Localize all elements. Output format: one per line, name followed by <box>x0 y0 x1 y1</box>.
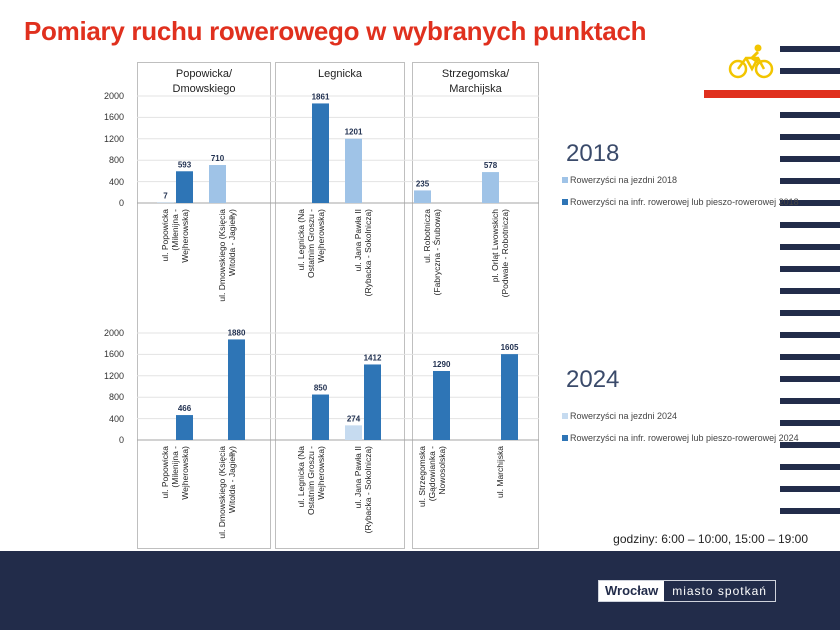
category-label: Ostatnim Groszu - <box>306 446 316 515</box>
category-label: Nowosolska) <box>437 446 447 495</box>
category-label: ul. Dmowskiego (Księcia <box>217 209 227 302</box>
legend-swatch <box>562 177 568 183</box>
bar-infra <box>312 395 329 440</box>
bar-infra <box>176 415 193 440</box>
panel-title-line2: Dmowskiego <box>172 83 236 95</box>
category-label: (Milenijna - <box>170 209 180 251</box>
bar-infra <box>364 364 381 440</box>
legend-label: Rowerzyści na infr. rowerowej lub pieszo-rowerowej 2018 <box>570 197 799 207</box>
bar-infra <box>501 354 518 440</box>
category-label: Witolda - Jagiełły) <box>227 446 237 514</box>
bar-jezdnia <box>482 172 499 203</box>
legend-swatch <box>562 199 568 205</box>
data-label: 850 <box>313 383 328 393</box>
legend-item-jezdnia-2018 <box>562 174 800 186</box>
y-tick-label: 800 <box>108 155 124 166</box>
category-label: Witolda - Jagiełły) <box>227 209 237 277</box>
category-label: (Podwale - Robotnicza) <box>500 209 510 298</box>
bar-infra <box>228 339 245 440</box>
bar-jezdnia <box>345 139 362 203</box>
category-label: (Rybacka - Sokolnicza) <box>363 209 373 297</box>
data-label: 466 <box>177 404 192 414</box>
category-label: ul. Dmowskiego (Księcia <box>217 446 227 539</box>
legend-2024 <box>562 410 800 454</box>
legend-year-2024: 2024 <box>566 366 620 393</box>
data-label: 274 <box>346 414 361 424</box>
legend-2018 <box>562 174 800 218</box>
legend-item-infra-2018 <box>562 196 800 208</box>
y-tick-label: 1200 <box>103 133 124 144</box>
legend-label: Rowerzyści na jezdni 2018 <box>570 175 678 185</box>
bar-infra <box>312 103 329 203</box>
category-label: ul. Legnicka (Na <box>296 446 306 508</box>
y-tick-label: 400 <box>108 176 124 187</box>
data-label: 1201 <box>344 127 363 137</box>
category-label: ul. Jana Pawła II <box>353 209 363 272</box>
legend-label: Rowerzyści na infr. rowerowej lub pieszo-rowerowej 2024 <box>570 433 799 443</box>
category-label: (Gądowianka - <box>427 446 437 502</box>
legend-year-2018: 2018 <box>566 140 620 167</box>
category-label: Wejherowska) <box>180 209 190 263</box>
bar-infra <box>176 171 193 203</box>
category-label: (Rybacka - Sokolnicza) <box>363 446 373 534</box>
y-tick-label: 1600 <box>103 349 124 360</box>
data-label: 1861 <box>311 92 330 102</box>
y-tick-label: 0 <box>118 435 124 445</box>
data-label: 593 <box>177 160 192 170</box>
data-label: 1605 <box>500 343 519 353</box>
category-label: ul. Robotnicza <box>422 209 432 263</box>
category-label: Wejherowska) <box>316 209 326 263</box>
data-label: 710 <box>210 154 225 164</box>
logo-part2: miasto spotkań <box>672 584 767 598</box>
data-label: 1412 <box>363 353 382 363</box>
legend-swatch <box>562 413 568 419</box>
wroclaw-logo <box>598 580 776 602</box>
panel-title-line1: Popowicka/ <box>175 68 233 80</box>
category-label: ul. Marchijska <box>495 446 505 498</box>
legend-label: Rowerzyści na jezdni 2024 <box>570 411 678 421</box>
category-label: pl. Orląt Lwowskich <box>490 209 500 283</box>
y-tick-label: 1200 <box>103 370 124 381</box>
category-label: Wejherowska) <box>316 446 326 500</box>
data-label: 1290 <box>432 359 451 369</box>
category-label: Wejherowska) <box>180 446 190 500</box>
y-tick-label: 0 <box>118 198 124 208</box>
y-tick-label: 1600 <box>103 112 124 123</box>
data-label: 1880 <box>227 328 246 338</box>
category-label: ul. Legnicka (Na <box>296 209 306 271</box>
category-label: ul. Popowicka <box>160 209 170 262</box>
category-label: Ostatnim Groszu - <box>306 209 316 278</box>
panel-title-line2: Marchijska <box>449 83 502 95</box>
data-label: 235 <box>415 179 430 189</box>
category-label: ul. Jana Pawła II <box>353 446 363 509</box>
category-label: (Milenijna - <box>170 446 180 488</box>
category-label: ul. Popowicka <box>160 446 170 499</box>
legend-swatch <box>562 435 568 441</box>
data-label: 7 <box>163 191 168 201</box>
category-label: ul. Strzegomska <box>417 446 427 507</box>
panel-title-line1: Legnicka <box>317 68 363 80</box>
y-tick-label: 2000 <box>103 91 124 101</box>
bar-jezdnia <box>414 190 431 203</box>
y-tick-label: 2000 <box>103 328 124 338</box>
bar-infra <box>433 371 450 440</box>
category-label: (Fabryczna - Śrubowa) <box>432 209 442 296</box>
measurement-hours: godziny: 6:00 – 10:00, 15:00 – 19:00 <box>613 532 808 546</box>
bar-jezdnia <box>345 425 362 440</box>
y-tick-label: 400 <box>108 413 124 424</box>
panel-title-line1: Strzegomska/ <box>441 68 510 80</box>
data-label: 578 <box>483 161 498 171</box>
page-title: Pomiary ruchu rowerowego w wybranych punktach <box>24 16 647 46</box>
y-tick-label: 800 <box>108 392 124 403</box>
legend-item-jezdnia-2024 <box>562 410 800 422</box>
logo-part1: Wrocław <box>599 581 664 601</box>
bar-jezdnia <box>209 165 226 203</box>
legend-item-infra-2024 <box>562 432 800 444</box>
